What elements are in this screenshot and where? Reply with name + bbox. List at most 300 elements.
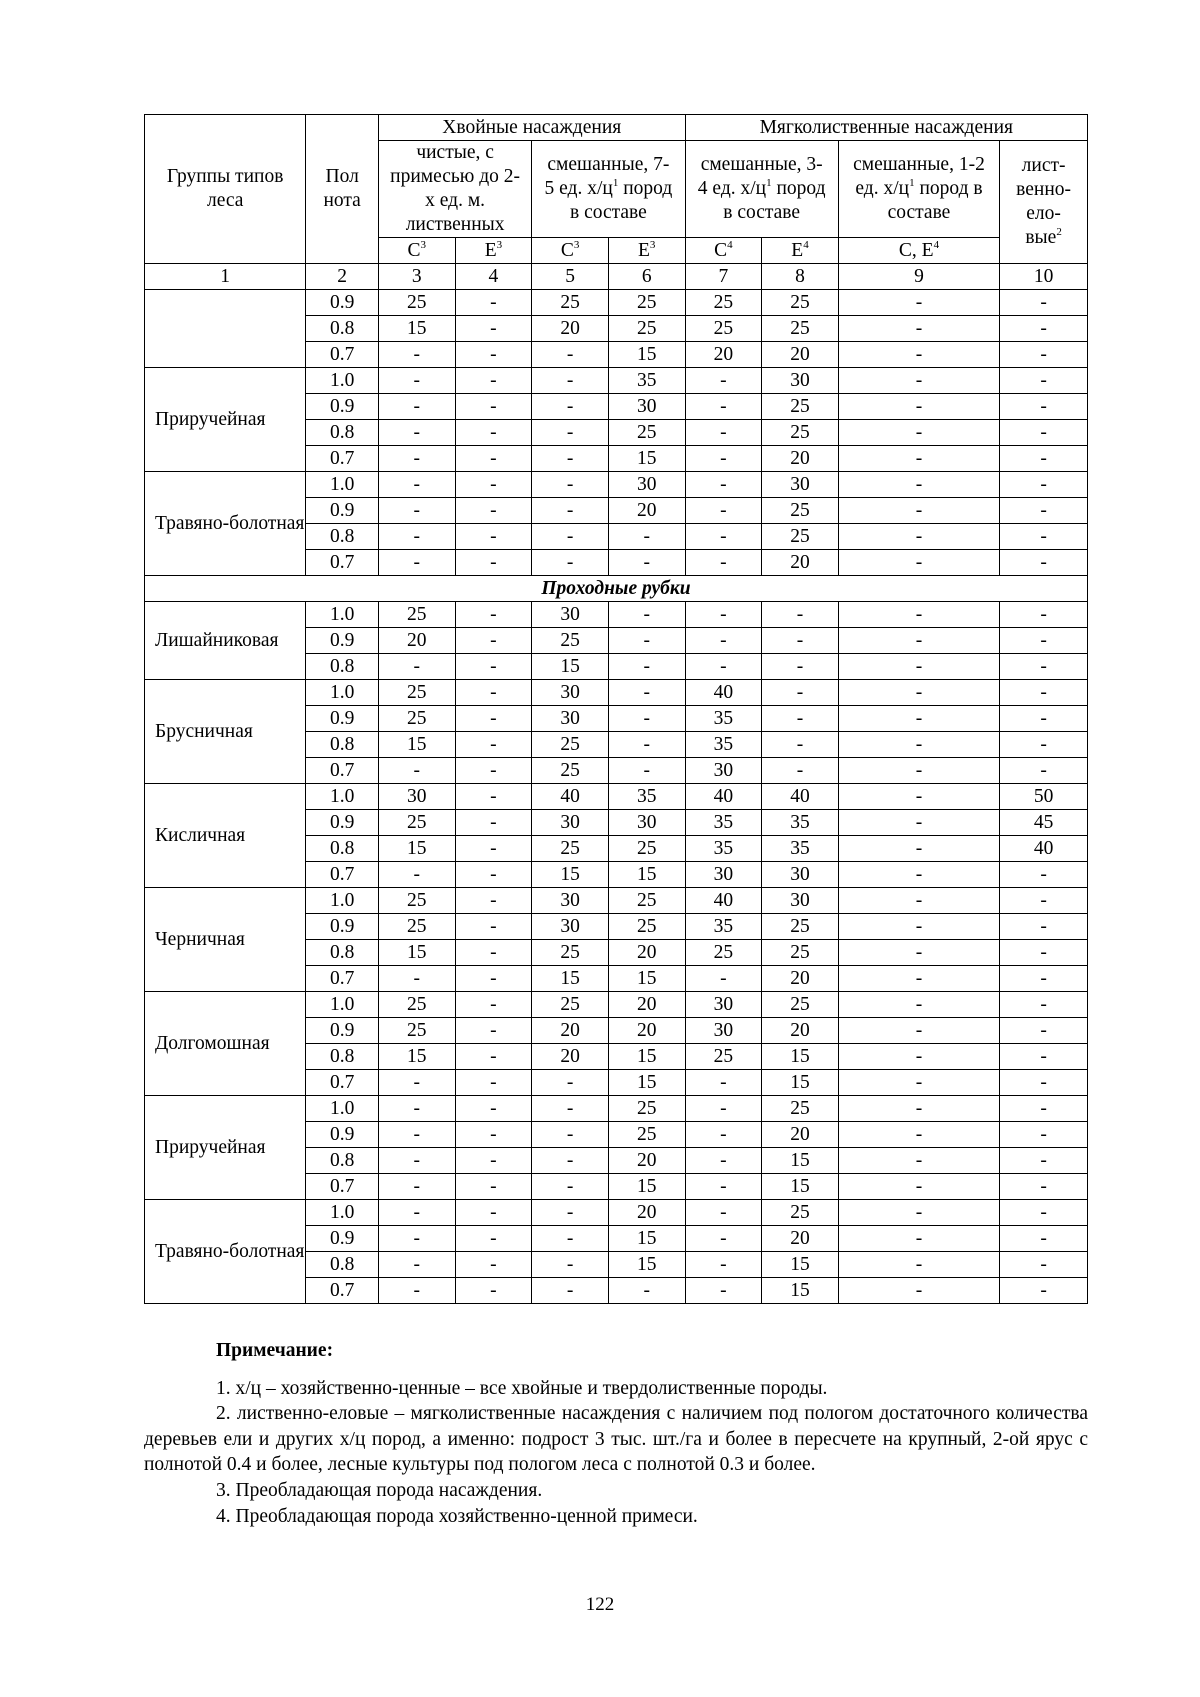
table-cell: - xyxy=(608,602,685,628)
table-cell: - xyxy=(685,628,762,654)
species-cell: $Е^3$ xyxy=(455,238,532,264)
table-row xyxy=(145,992,1088,1018)
table-cell: - xyxy=(455,316,532,342)
table-cell: - xyxy=(838,524,999,550)
table-cell: 30 xyxy=(378,784,455,810)
table-cell: 25 xyxy=(532,992,609,1018)
table-cell: 0.9 xyxy=(306,810,379,836)
table-cell: 40 xyxy=(762,784,839,810)
table-cell: 0.9 xyxy=(306,706,379,732)
table-cell: 15 xyxy=(532,966,609,992)
table-cell: - xyxy=(455,862,532,888)
table-cell: 1.0 xyxy=(306,368,379,394)
column-number: 8 xyxy=(762,264,839,290)
table-row xyxy=(145,680,1088,706)
forest-group-name: Приручейная xyxy=(145,368,306,472)
table-cell: 35 xyxy=(685,836,762,862)
table-cell: - xyxy=(378,524,455,550)
page-number: 122 xyxy=(585,1594,615,1615)
table-cell: 25 xyxy=(378,914,455,940)
table-cell: - xyxy=(838,446,999,472)
table-cell: 1.0 xyxy=(306,680,379,706)
table-cell: - xyxy=(838,1018,999,1044)
table-cell: 1.0 xyxy=(306,472,379,498)
table-cell: - xyxy=(455,420,532,446)
table-cell: 30 xyxy=(532,680,609,706)
table-cell: - xyxy=(455,446,532,472)
table-cell: - xyxy=(838,1200,999,1226)
table-cell: 25 xyxy=(608,1122,685,1148)
table-cell: - xyxy=(455,810,532,836)
table-cell: 30 xyxy=(608,472,685,498)
table-cell: - xyxy=(455,732,532,758)
table-cell: - xyxy=(1000,368,1088,394)
table-cell: - xyxy=(838,862,999,888)
table-cell: - xyxy=(378,1070,455,1096)
table-cell: - xyxy=(1000,524,1088,550)
header-row-numbers xyxy=(145,264,1088,290)
forest-group-name: Брусничная xyxy=(145,680,306,784)
table-cell: 25 xyxy=(378,602,455,628)
table-cell: 15 xyxy=(608,342,685,368)
table-cell: 0.8 xyxy=(306,1044,379,1070)
table-row xyxy=(145,602,1088,628)
table-cell: - xyxy=(685,550,762,576)
header-sub-pure: чистые, с примесью до 2-х ед. м. лиственных xyxy=(378,141,531,238)
table-cell: - xyxy=(838,680,999,706)
table-cell: - xyxy=(838,394,999,420)
table-cell: - xyxy=(378,446,455,472)
table-cell: - xyxy=(685,654,762,680)
table-cell: 25 xyxy=(532,290,609,316)
table-cell: 15 xyxy=(608,862,685,888)
header-sub-mixed-3-4: смешанные, 3-4 ед. $х/ц^1$ пород в составе xyxy=(685,141,838,238)
table-cell: - xyxy=(532,498,609,524)
table-cell: - xyxy=(1000,862,1088,888)
table-cell: - xyxy=(685,524,762,550)
species-cell: С, $Е^4$ xyxy=(838,238,999,264)
column-number: 3 xyxy=(378,264,455,290)
table-cell: - xyxy=(838,732,999,758)
species-cell: $Е^3$ xyxy=(608,238,685,264)
table-cell: 0.8 xyxy=(306,654,379,680)
table-cell: 25 xyxy=(608,420,685,446)
table-cell: 30 xyxy=(532,602,609,628)
table-cell: 0.7 xyxy=(306,862,379,888)
table-cell: - xyxy=(1000,1252,1088,1278)
table-cell: 25 xyxy=(608,836,685,862)
table-cell: 20 xyxy=(532,1044,609,1070)
table-cell: 30 xyxy=(762,472,839,498)
table-cell: 15 xyxy=(532,654,609,680)
header-group-types: Группы типов леса xyxy=(145,115,306,264)
table-cell: - xyxy=(532,1174,609,1200)
table-cell: - xyxy=(1000,1148,1088,1174)
table-cell: - xyxy=(532,1252,609,1278)
table-cell: - xyxy=(1000,966,1088,992)
table-cell: 25 xyxy=(762,1096,839,1122)
table-cell: - xyxy=(378,654,455,680)
table-cell: 25 xyxy=(532,758,609,784)
table-cell: 1.0 xyxy=(306,602,379,628)
table-cell: - xyxy=(532,420,609,446)
table-cell: - xyxy=(1000,446,1088,472)
table-cell: 30 xyxy=(608,810,685,836)
table-cell: 30 xyxy=(762,888,839,914)
table-cell: - xyxy=(838,498,999,524)
table-cell: - xyxy=(455,550,532,576)
table-cell: - xyxy=(838,706,999,732)
species-cell: $С^3$ xyxy=(532,238,609,264)
table-row xyxy=(145,1096,1088,1122)
forest-group-name xyxy=(145,290,306,368)
table-cell: 25 xyxy=(608,316,685,342)
table-cell: - xyxy=(838,810,999,836)
table-cell: 20 xyxy=(608,1018,685,1044)
forest-thinning-table xyxy=(144,114,1088,1304)
table-cell: - xyxy=(378,1226,455,1252)
table-cell: - xyxy=(762,654,839,680)
table-cell: 40 xyxy=(532,784,609,810)
table-cell: - xyxy=(532,1226,609,1252)
table-cell: 45 xyxy=(1000,810,1088,836)
table-cell: - xyxy=(1000,316,1088,342)
table-cell: 20 xyxy=(762,446,839,472)
table-row xyxy=(145,888,1088,914)
section-title: Проходные рубки xyxy=(145,576,1088,602)
table-cell: 25 xyxy=(608,290,685,316)
table-cell: - xyxy=(685,1122,762,1148)
table-cell: 15 xyxy=(762,1070,839,1096)
table-cell: 1.0 xyxy=(306,992,379,1018)
table-cell: - xyxy=(685,1070,762,1096)
table-cell: 0.8 xyxy=(306,836,379,862)
column-number: 4 xyxy=(455,264,532,290)
table-cell: 15 xyxy=(608,1226,685,1252)
table-cell: 25 xyxy=(762,524,839,550)
table-cell: 0.8 xyxy=(306,420,379,446)
table-cell: - xyxy=(455,1122,532,1148)
table-cell: - xyxy=(685,1200,762,1226)
table-cell: 15 xyxy=(378,940,455,966)
table-cell: - xyxy=(455,290,532,316)
table-cell: - xyxy=(838,992,999,1018)
table-cell: - xyxy=(838,368,999,394)
table-cell: 15 xyxy=(762,1252,839,1278)
table-cell: 25 xyxy=(378,290,455,316)
table-cell: 35 xyxy=(608,368,685,394)
table-row xyxy=(145,472,1088,498)
table-cell: - xyxy=(838,342,999,368)
table-cell: - xyxy=(532,1096,609,1122)
table-cell: - xyxy=(608,706,685,732)
table-cell: - xyxy=(378,368,455,394)
table-cell: - xyxy=(608,758,685,784)
table-cell: 20 xyxy=(762,550,839,576)
table-cell: 0.7 xyxy=(306,446,379,472)
table-cell: 0.9 xyxy=(306,1226,379,1252)
table-cell: - xyxy=(455,1200,532,1226)
header-sub-mixed-1-2: смешанные, 1-2 ед. $х/ц^1$ пород в составе xyxy=(838,141,999,238)
forest-group-name: Приручейная xyxy=(145,1096,306,1200)
table-cell: 30 xyxy=(532,888,609,914)
forest-group-name: Кисличная xyxy=(145,784,306,888)
table-cell: - xyxy=(1000,732,1088,758)
table-cell: - xyxy=(685,472,762,498)
table-cell: - xyxy=(685,394,762,420)
table-cell: 0.9 xyxy=(306,1018,379,1044)
header-sub-leaf-spruce: лист-венно-ело-вые$^2$ xyxy=(1000,141,1088,264)
column-number: 9 xyxy=(838,264,999,290)
table-cell: 40 xyxy=(685,680,762,706)
table-cell: 30 xyxy=(762,368,839,394)
header-coniferous: Хвойные насаждения xyxy=(378,115,685,141)
table-cell: 0.9 xyxy=(306,628,379,654)
table-cell: 0.8 xyxy=(306,1148,379,1174)
note-title: Примечание: xyxy=(216,1340,334,1361)
forest-group-name: Травяно-болотная xyxy=(145,472,306,576)
table-cell: 0.7 xyxy=(306,758,379,784)
table-cell: - xyxy=(1000,628,1088,654)
table-cell: 20 xyxy=(762,342,839,368)
table-cell: - xyxy=(378,966,455,992)
table-cell: - xyxy=(378,862,455,888)
table-cell: - xyxy=(455,888,532,914)
table-cell: - xyxy=(1000,888,1088,914)
column-number: 7 xyxy=(685,264,762,290)
table-cell: 25 xyxy=(608,888,685,914)
table-cell: - xyxy=(838,1174,999,1200)
section-row xyxy=(145,576,1088,602)
table-cell: - xyxy=(455,602,532,628)
species-cell: $С^3$ xyxy=(378,238,455,264)
table-cell: - xyxy=(608,680,685,706)
table-cell: - xyxy=(378,394,455,420)
table-cell: - xyxy=(762,680,839,706)
table-cell: 0.7 xyxy=(306,550,379,576)
table-cell: - xyxy=(532,1070,609,1096)
note-item: 4. Преобладающая порода хозяйственно-ценной примеси. xyxy=(216,1505,698,1527)
table-cell: - xyxy=(532,446,609,472)
note-items xyxy=(144,1376,1088,1530)
table-cell: - xyxy=(838,784,999,810)
table-cell: - xyxy=(455,394,532,420)
table-cell: 25 xyxy=(685,1044,762,1070)
table-cell: - xyxy=(1000,654,1088,680)
forest-group-name: Долгомошная xyxy=(145,992,306,1096)
table-cell: - xyxy=(1000,1200,1088,1226)
table-cell: 25 xyxy=(685,940,762,966)
header-density: Пол нота xyxy=(306,115,379,264)
table-cell: - xyxy=(608,524,685,550)
table-cell: - xyxy=(455,758,532,784)
table-cell: - xyxy=(1000,1018,1088,1044)
forest-group-name: Черничная xyxy=(145,888,306,992)
table-cell: - xyxy=(838,966,999,992)
table-cell: - xyxy=(532,1200,609,1226)
table-cell: - xyxy=(455,914,532,940)
table-cell: - xyxy=(1000,472,1088,498)
table-cell: - xyxy=(455,654,532,680)
table-cell: 0.9 xyxy=(306,394,379,420)
note-item: 1. х/ц – хозяйственно-ценные – все хвойные и твердолиственные породы. xyxy=(216,1377,828,1399)
note-item: 2. лиственно-еловые – мягколиственные насаждения с наличием под пологом достаточного количества деревьев ели и других х/ц пород, а именно: подрост 3 тыс. шт./га и более в пересчете на крупный, 2-ой ярус с полнотой 0.4 и более, лесные культуры под пологом леса с полнотой 0.3 и более. xyxy=(144,1403,1088,1476)
table-cell: 0.8 xyxy=(306,732,379,758)
table-cell: 20 xyxy=(762,1226,839,1252)
table-cell: - xyxy=(1000,914,1088,940)
table-cell: 25 xyxy=(608,914,685,940)
table-cell: - xyxy=(838,550,999,576)
table-cell: - xyxy=(455,1044,532,1070)
table-cell: 25 xyxy=(762,420,839,446)
table-cell: - xyxy=(455,472,532,498)
table-cell: 25 xyxy=(762,498,839,524)
table-cell: 0.9 xyxy=(306,1122,379,1148)
table-cell: - xyxy=(1000,498,1088,524)
table-cell: 15 xyxy=(608,1174,685,1200)
table-cell: - xyxy=(685,420,762,446)
table-cell: 15 xyxy=(608,966,685,992)
table-cell: 25 xyxy=(608,1096,685,1122)
table-cell: 50 xyxy=(1000,784,1088,810)
table-cell: - xyxy=(378,1200,455,1226)
table-cell: 0.7 xyxy=(306,966,379,992)
table-cell: - xyxy=(608,1278,685,1304)
table-cell: - xyxy=(1000,1226,1088,1252)
table-cell: - xyxy=(455,1174,532,1200)
table-cell: - xyxy=(1000,1122,1088,1148)
table-cell: 15 xyxy=(378,316,455,342)
table-cell: - xyxy=(455,628,532,654)
table-cell: 35 xyxy=(608,784,685,810)
table-cell: - xyxy=(1000,758,1088,784)
table-cell: 1.0 xyxy=(306,1096,379,1122)
table-cell: - xyxy=(1000,1070,1088,1096)
table-cell: 15 xyxy=(762,1278,839,1304)
table-cell: 1.0 xyxy=(306,784,379,810)
table-cell: 20 xyxy=(608,498,685,524)
table-cell: 15 xyxy=(608,1044,685,1070)
column-number: 6 xyxy=(608,264,685,290)
table-cell: - xyxy=(1000,940,1088,966)
table-cell: - xyxy=(1000,420,1088,446)
table-cell: 20 xyxy=(532,1018,609,1044)
table-cell: - xyxy=(838,1070,999,1096)
table-cell: - xyxy=(685,1148,762,1174)
table-cell: - xyxy=(455,966,532,992)
table-cell: 15 xyxy=(378,1044,455,1070)
table-cell: - xyxy=(1000,706,1088,732)
table-cell: 30 xyxy=(685,1018,762,1044)
table-cell: - xyxy=(685,1252,762,1278)
table-cell: - xyxy=(685,1174,762,1200)
table-cell: 25 xyxy=(378,992,455,1018)
table-cell: 20 xyxy=(608,992,685,1018)
table-row xyxy=(145,368,1088,394)
table-cell: 25 xyxy=(532,732,609,758)
table-cell: 25 xyxy=(532,628,609,654)
table-cell: - xyxy=(685,498,762,524)
table-cell: - xyxy=(838,1096,999,1122)
table-cell: 15 xyxy=(762,1174,839,1200)
table-cell: 0.9 xyxy=(306,290,379,316)
table-cell: - xyxy=(532,1122,609,1148)
table-cell: - xyxy=(378,550,455,576)
table-cell: 20 xyxy=(685,342,762,368)
table-cell: - xyxy=(838,290,999,316)
table-cell: - xyxy=(685,966,762,992)
table-cell: - xyxy=(608,732,685,758)
table-cell: - xyxy=(1000,550,1088,576)
table-cell: - xyxy=(378,1252,455,1278)
table-cell: 35 xyxy=(685,810,762,836)
table-cell: 35 xyxy=(685,706,762,732)
table-cell: 20 xyxy=(532,316,609,342)
table-cell: - xyxy=(378,420,455,446)
table-cell: - xyxy=(378,498,455,524)
table-cell: 15 xyxy=(608,1070,685,1096)
table-cell: 25 xyxy=(532,836,609,862)
column-number: 2 xyxy=(306,264,379,290)
table-cell: 25 xyxy=(762,316,839,342)
table-cell: 40 xyxy=(685,888,762,914)
table-cell: - xyxy=(762,706,839,732)
table-cell: 25 xyxy=(532,940,609,966)
table-cell: 30 xyxy=(532,810,609,836)
table-cell: - xyxy=(378,472,455,498)
table-cell: - xyxy=(532,550,609,576)
table-cell: 20 xyxy=(762,1018,839,1044)
table-cell: 35 xyxy=(685,914,762,940)
table-cell: 25 xyxy=(762,940,839,966)
table-cell: - xyxy=(378,1174,455,1200)
note-item: 3. Преобладающая порода насаждения. xyxy=(216,1479,543,1501)
column-number: 5 xyxy=(532,264,609,290)
table-cell: - xyxy=(685,1278,762,1304)
table-cell: - xyxy=(378,1278,455,1304)
table-cell: 30 xyxy=(532,914,609,940)
table-cell: - xyxy=(1000,342,1088,368)
table-cell: - xyxy=(838,654,999,680)
table-cell: - xyxy=(1000,394,1088,420)
table-cell: 0.8 xyxy=(306,1252,379,1278)
header-softleaved: Мягколиственные насаждения xyxy=(685,115,1087,141)
table-cell: 25 xyxy=(762,290,839,316)
table-cell: - xyxy=(838,1044,999,1070)
table-row xyxy=(145,290,1088,316)
table-cell: - xyxy=(532,1148,609,1174)
table-cell: - xyxy=(838,1226,999,1252)
table-cell: 15 xyxy=(378,836,455,862)
table-cell: 15 xyxy=(532,862,609,888)
table-cell: - xyxy=(455,1226,532,1252)
table-cell: 25 xyxy=(378,810,455,836)
table-cell: - xyxy=(455,368,532,394)
table-cell: 25 xyxy=(378,1018,455,1044)
table-cell: - xyxy=(455,524,532,550)
table-cell: 15 xyxy=(378,732,455,758)
table-cell: - xyxy=(1000,992,1088,1018)
table-cell: - xyxy=(455,680,532,706)
table-cell: 15 xyxy=(608,446,685,472)
forest-group-name: Лишайниковая xyxy=(145,602,306,680)
table-cell: - xyxy=(838,888,999,914)
table-cell: 20 xyxy=(608,940,685,966)
table-cell: - xyxy=(838,1122,999,1148)
column-number: 1 xyxy=(145,264,306,290)
header-row-1 xyxy=(145,115,1088,141)
table-cell: - xyxy=(532,368,609,394)
